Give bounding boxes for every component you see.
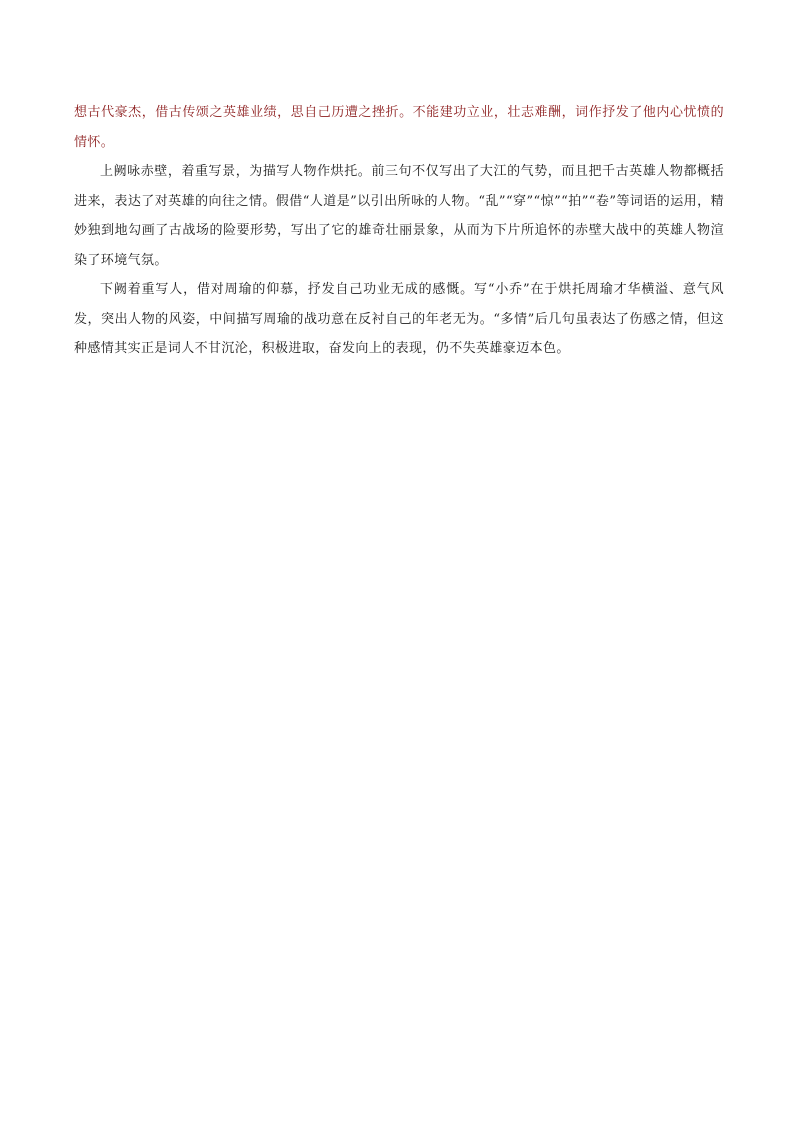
- paragraph-lower-stanza: 下阙着重写人，借对周瑜的仰慕，抒发自己功业无成的感慨。写“小乔”在于烘托周瑜才华横溢、意气风发，突出人物的风姿，中间描写周瑜的战功意在反衬自己的年老无为。“多情”后几句虽表达了伤感之情，但这种感情其实正是词人不甘沉沦，积极进取，奋发向上的表现，仍不失英雄豪迈本色。: [74, 282, 724, 356]
- paragraph-upper-stanza: 上阙咏赤壁，着重写景，为描写人物作烘托。前三句不仅写出了大江的气势，而且把千古英雄人物都概括进来，表达了对英雄的向往之情。假借“人道是”以引出所咏的人物。“乱”“穿”“惊”“拍”“卷”等词语的运用，精妙独到地勾画了古战场的险要形势，写出了它的雄奇壮丽景象，从而为下片所追怀的赤壁大战中的英雄人物渲染了环境气氛。: [74, 164, 724, 268]
- document-body: [74, 98, 724, 364]
- intro-paragraph: 想古代豪杰，借古传颂之英雄业绩，思自己历遭之挫折。不能建功立业，壮志难酬，词作抒发了他内心忧愤的情怀。: [74, 105, 724, 150]
